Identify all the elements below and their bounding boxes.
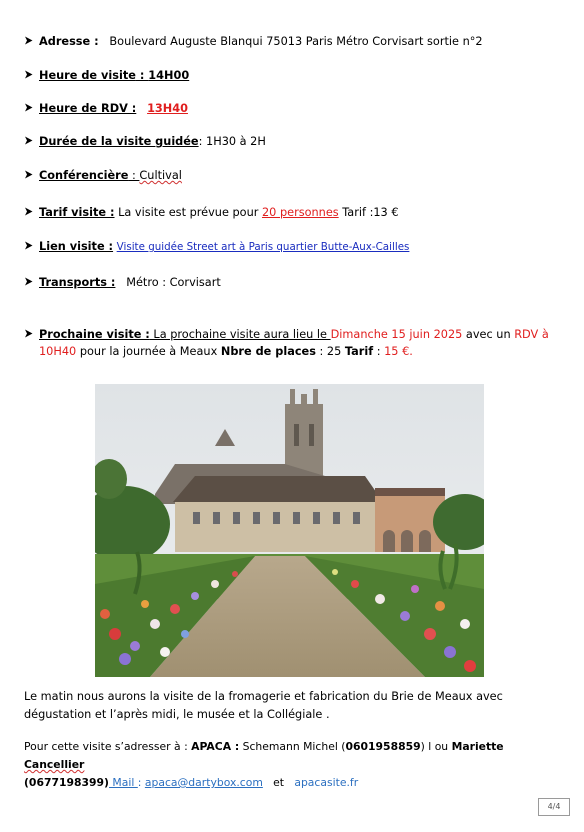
arrowhead-bullet-icon bbox=[24, 35, 39, 48]
meaux-garden-photo bbox=[95, 384, 484, 677]
website-link[interactable]: apacasite.fr bbox=[294, 776, 359, 789]
email-link[interactable]: apaca@dartybox.com bbox=[144, 776, 263, 789]
item-adresse: Adresse : Boulevard Auguste Blanqui 75013 Paris Métro Corvisart sortie n°2 bbox=[24, 35, 483, 48]
paragraph-line-2: dégustation et l’après midi, le musée et la Collégiale . bbox=[24, 708, 330, 721]
item-tarif: Tarif visite : La visite est prévue pour 20 personnes Tarif :13 € bbox=[24, 206, 399, 219]
arrowhead-bullet-icon bbox=[24, 69, 39, 82]
item-prochaine-line2: 10H40 pour la journée à Meaux Nbre de places : 25 Tarif : 15 €. bbox=[39, 345, 413, 358]
description-paragraph bbox=[24, 688, 564, 724]
item-prochaine: Prochaine visite : La prochaine visite aura lieu le Dimanche 15 juin 2025 avec un RDV à bbox=[24, 328, 549, 341]
arrowhead-bullet-icon bbox=[24, 328, 39, 341]
arrowhead-bullet-icon bbox=[24, 206, 39, 219]
contact-line-1: Pour cette visite s’adresser à : APACA : Schemann Michel (0601958859) l ou Mariette Cancellier bbox=[24, 740, 504, 771]
contact-line-2: (0677198399) Mail : apaca@dartybox.com et apacasite.fr bbox=[24, 776, 359, 789]
item-conferenciere: Conférencière : Cultival bbox=[24, 169, 182, 182]
page-number: 4/4 bbox=[538, 798, 570, 816]
arrowhead-bullet-icon bbox=[24, 240, 39, 253]
item-lien: Lien visite : Visite guidée Street art à Paris quartier Butte-Aux-Cailles bbox=[24, 240, 409, 253]
arrowhead-bullet-icon bbox=[24, 169, 39, 182]
item-heure-rdv: Heure de RDV : 13H40 bbox=[24, 102, 188, 115]
paragraph-line-1: Le matin nous aurons la visite de la fromagerie et fabrication du Brie de Meaux avec bbox=[24, 690, 503, 703]
item-duree: Durée de la visite guidée: 1H30 à 2H bbox=[24, 135, 266, 148]
item-transports: Transports : Métro : Corvisart bbox=[24, 276, 221, 289]
visit-link[interactable]: Visite guidée Street art à Paris quartier Butte-Aux-Cailles bbox=[116, 241, 410, 253]
contact-info bbox=[24, 738, 564, 792]
arrowhead-bullet-icon bbox=[24, 135, 39, 148]
arrowhead-bullet-icon bbox=[24, 102, 39, 115]
item-heure-visite: Heure de visite : 14H00 bbox=[24, 69, 189, 82]
arrowhead-bullet-icon bbox=[24, 276, 39, 289]
